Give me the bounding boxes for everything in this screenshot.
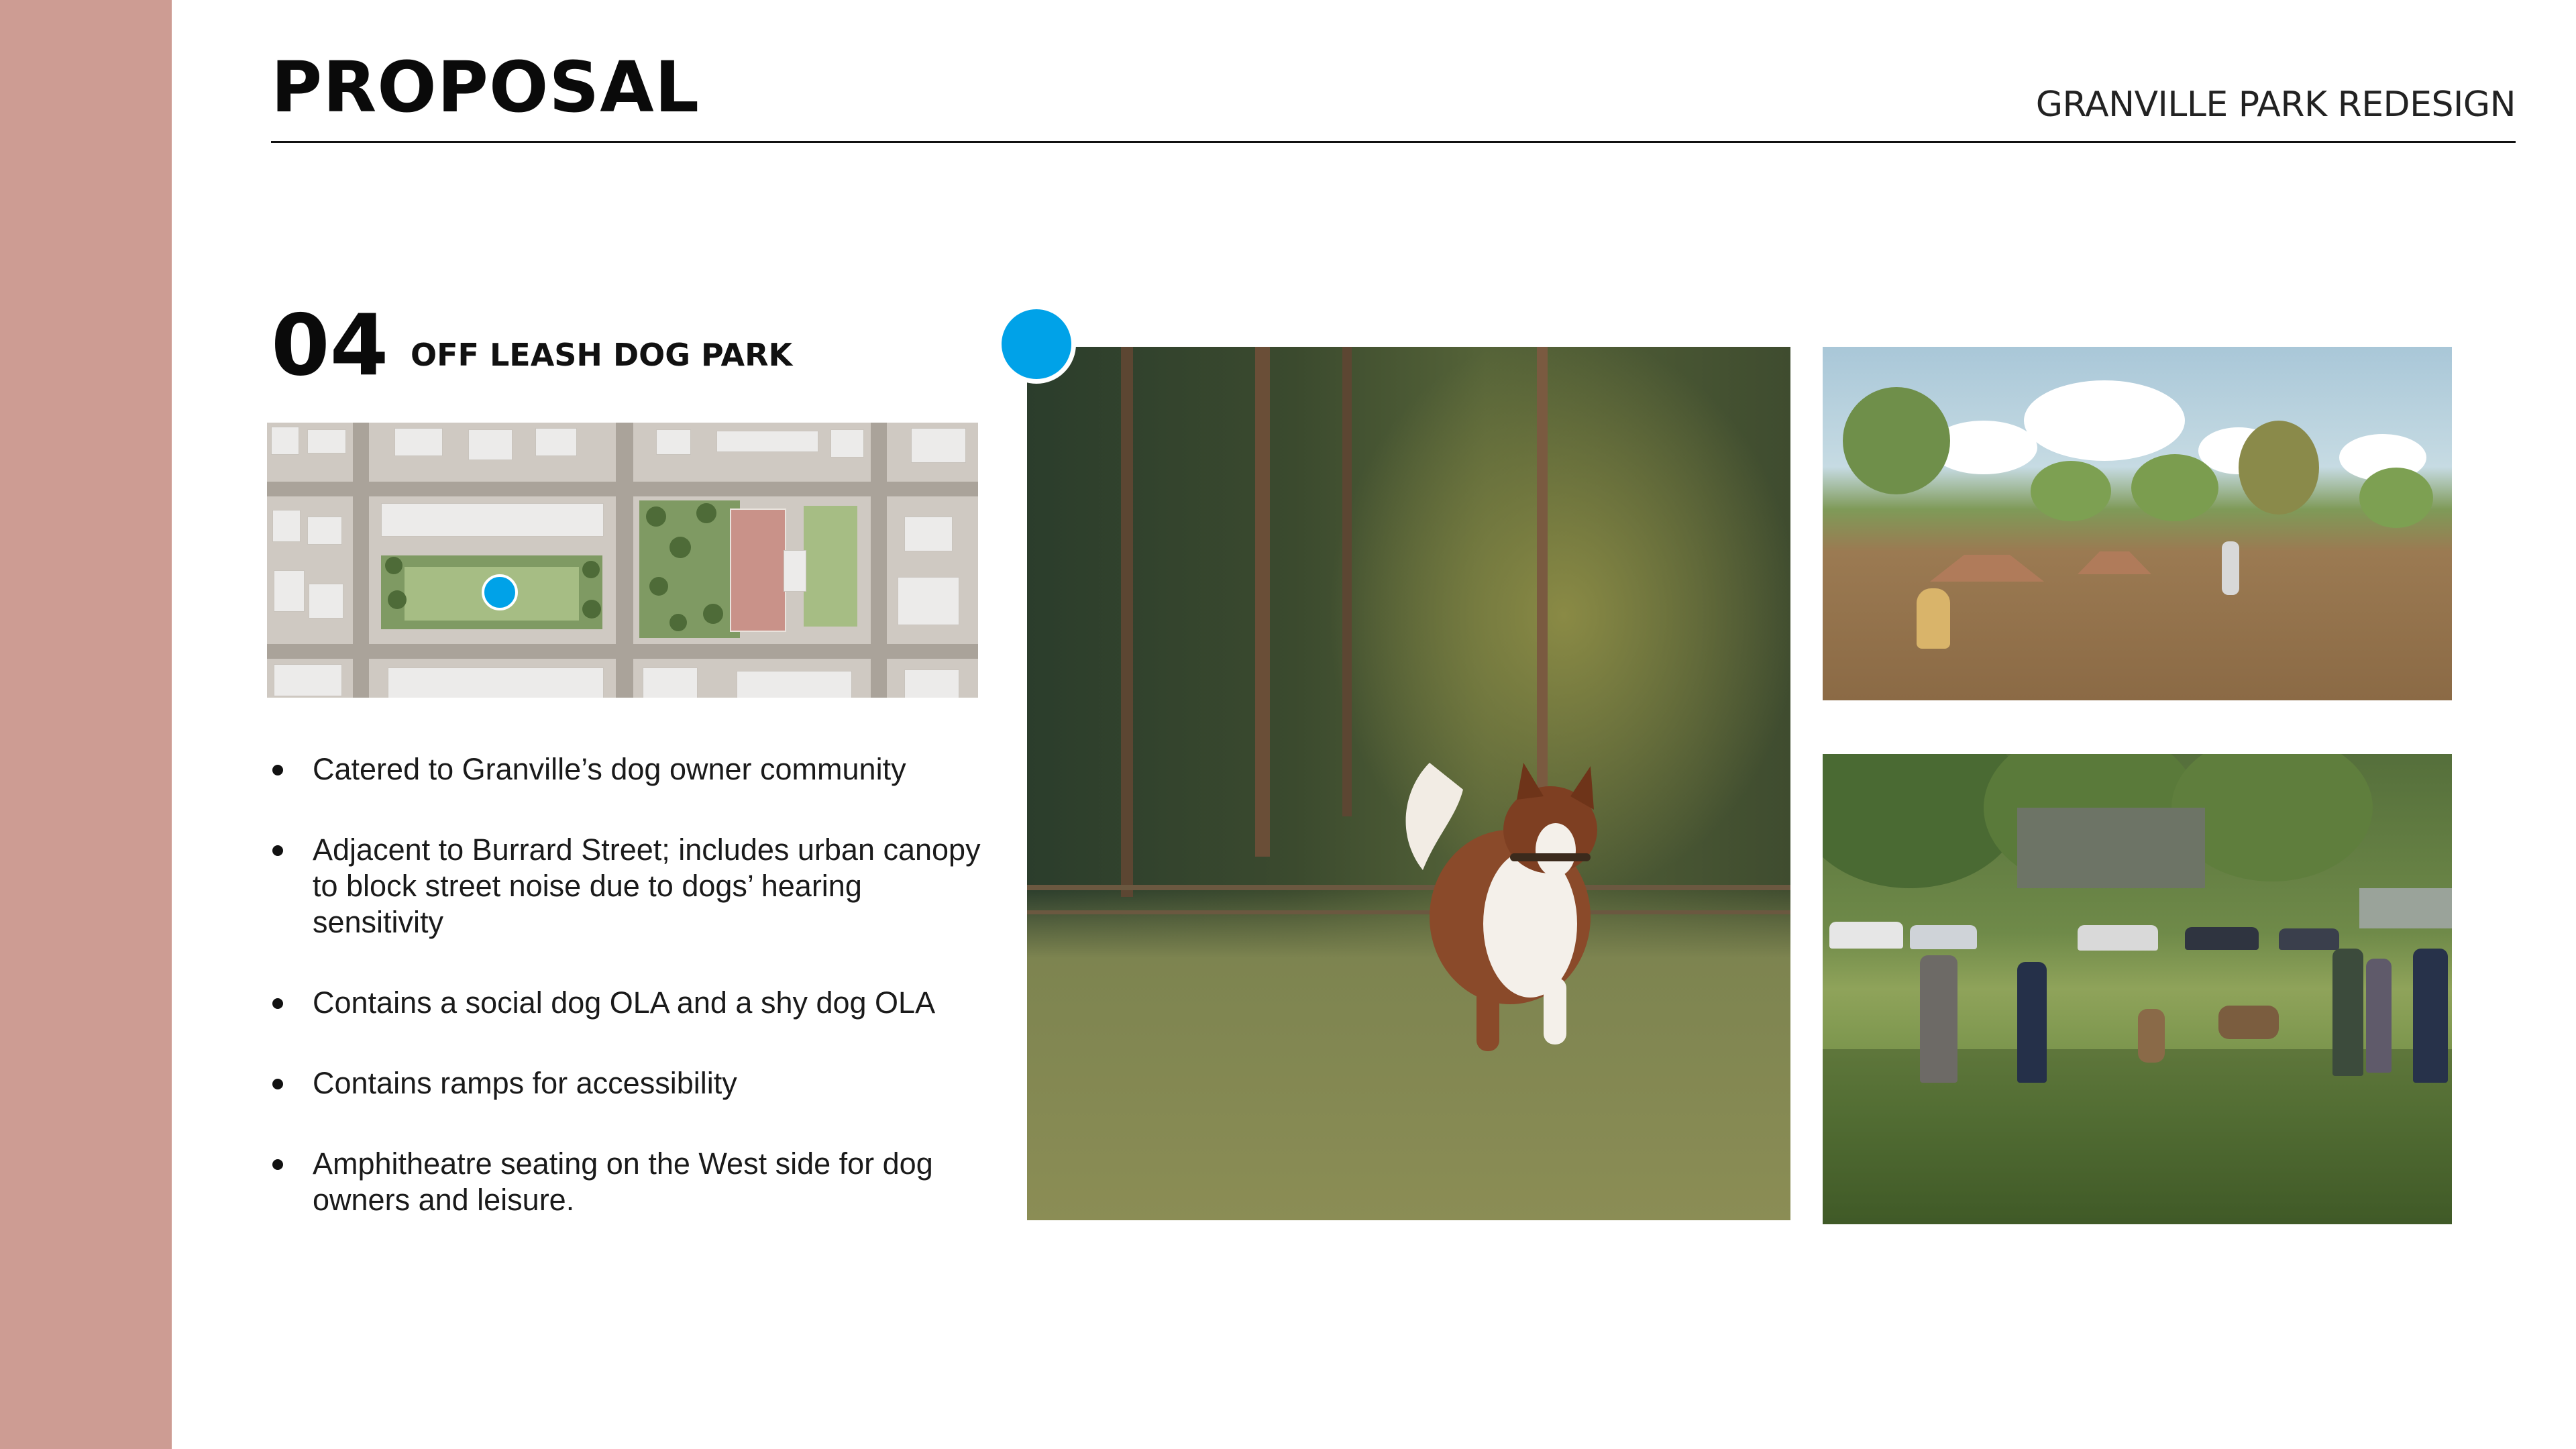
photo-location-marker [997, 305, 1076, 384]
page-title: PROPOSAL [271, 46, 700, 128]
dog-owners-field-photo [1823, 754, 2452, 1224]
list-item: Catered to Granville’s dog owner community [271, 751, 982, 788]
section-title: OFF LEASH DOG PARK [411, 337, 793, 373]
bullet-icon [272, 998, 283, 1009]
list-item: Contains a social dog OLA and a shy dog OLA [271, 985, 982, 1021]
bullet-icon [272, 845, 283, 856]
list-item: Contains ramps for accessibility [271, 1065, 982, 1102]
bullet-icon [272, 1159, 283, 1170]
sidebar-band [0, 0, 172, 1449]
dog-park-rendering [1823, 347, 2452, 700]
bullet-icon [272, 1079, 283, 1089]
list-item: Amphitheatre seating on the West side for dog owners and leisure. [271, 1146, 982, 1218]
section-number: 04 [271, 296, 389, 394]
site-location-marker [482, 574, 518, 610]
header-divider [271, 141, 2516, 143]
list-item: Adjacent to Burrard Street; includes urban canopy to block street noise due to dogs’ hearing sensitivity [271, 832, 982, 941]
feature-list [271, 751, 982, 1263]
site-map [267, 423, 978, 698]
running-dog-photo [1027, 347, 1790, 1220]
bullet-icon [272, 765, 283, 775]
project-name: GRANVILLE PARK REDESIGN [2035, 85, 2516, 125]
